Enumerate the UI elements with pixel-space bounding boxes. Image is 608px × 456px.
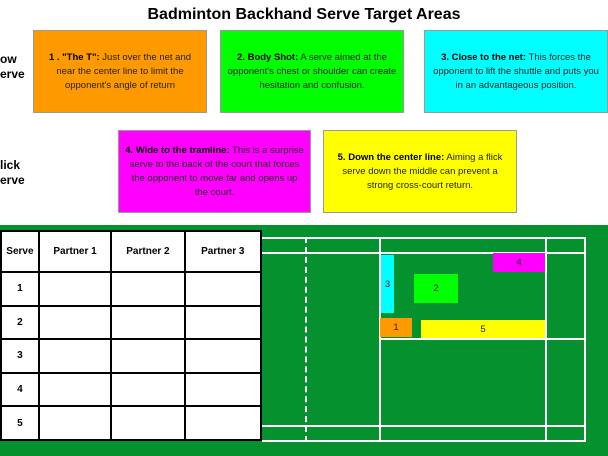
header-partner-2: Partner 2 (111, 231, 184, 272)
row-serve-number: 5 (1, 406, 39, 440)
flick-serve-label-line2: erve (0, 173, 25, 187)
target-zone-1: 1 (380, 318, 412, 337)
low-serve-label-line2: erve (0, 67, 25, 81)
score-cell[interactable] (39, 339, 111, 373)
score-cell[interactable] (39, 373, 111, 407)
card-the-t-text: Just over the net and near the center line to limit the opponent's angle of return (56, 51, 192, 91)
card-wide-tramline-text: This is a surprise serve to the back of the court that forces the opponent to move far and opens up the court. (129, 144, 304, 198)
score-cell[interactable] (111, 406, 184, 440)
page-title: Badminton Backhand Serve Target Areas (147, 6, 461, 23)
card-the-t (33, 30, 207, 113)
card-center-line-text: Aiming a flick serve down the middle can prevent a strong cross-court return. (342, 151, 503, 191)
table-row (1, 339, 261, 373)
target-zone-4: 4 (493, 253, 545, 272)
card-the-t-heading: 1 . "The T": (48, 51, 100, 63)
row-serve-number: 3 (1, 339, 39, 373)
table-row (1, 306, 261, 340)
target-zone-3: 3 (381, 255, 394, 313)
low-serve-label-line1: ow (0, 52, 17, 66)
court-back-line (584, 237, 586, 442)
score-cell[interactable] (185, 339, 261, 373)
card-close-to-net (424, 30, 608, 113)
card-body-shot-heading: 2. Body Shot: (237, 51, 299, 63)
score-cell[interactable] (111, 272, 184, 306)
table-row (1, 406, 261, 440)
score-cell[interactable] (39, 306, 111, 340)
score-cell[interactable] (39, 272, 111, 306)
score-cell[interactable] (185, 373, 261, 407)
score-cell[interactable] (111, 373, 184, 407)
court-net-line (305, 237, 307, 442)
header-partner-1: Partner 1 (39, 231, 111, 272)
score-cell[interactable] (185, 272, 261, 306)
header-partner-3: Partner 3 (185, 231, 261, 272)
table-row (1, 272, 261, 306)
card-center-line-heading: 5. Down the center line: (337, 151, 445, 163)
score-cell[interactable] (39, 406, 111, 440)
card-body-shot (220, 30, 404, 113)
card-center-line (323, 130, 517, 213)
flick-serve-label-line1: lick (0, 158, 21, 172)
card-close-to-net-heading: 3. Close to the net: (441, 51, 527, 63)
score-cell[interactable] (185, 406, 261, 440)
court-line-sideline-bottom (262, 425, 586, 427)
row-serve-number: 1 (1, 272, 39, 306)
low-serve-label (0, 52, 25, 82)
court-long-service-line (545, 237, 547, 442)
target-zone-5: 5 (421, 320, 545, 338)
court-center-line (380, 338, 586, 340)
court-line-top (262, 237, 586, 239)
row-serve-number: 2 (1, 306, 39, 340)
score-cell[interactable] (185, 306, 261, 340)
flick-serve-label (0, 158, 25, 188)
header-serve: Serve (1, 231, 39, 272)
card-wide-tramline (118, 130, 311, 213)
table-header-row (1, 231, 261, 272)
court-line-bottom (262, 440, 586, 442)
card-close-to-net-text: This forces the opponent to lift the shuttle and puts you in an advantageous position. (433, 51, 599, 91)
card-body-shot-text: A serve aimed at the opponent's chest or shoulder can create hesitation and confusion. (227, 51, 397, 91)
score-cell[interactable] (111, 339, 184, 373)
target-zone-2: 2 (414, 274, 458, 303)
table-row (1, 373, 261, 407)
card-wide-tramline-heading: 4. Wide to the tramline: (125, 144, 230, 156)
score-cell[interactable] (111, 306, 184, 340)
row-serve-number: 4 (1, 373, 39, 407)
score-table (0, 230, 262, 441)
